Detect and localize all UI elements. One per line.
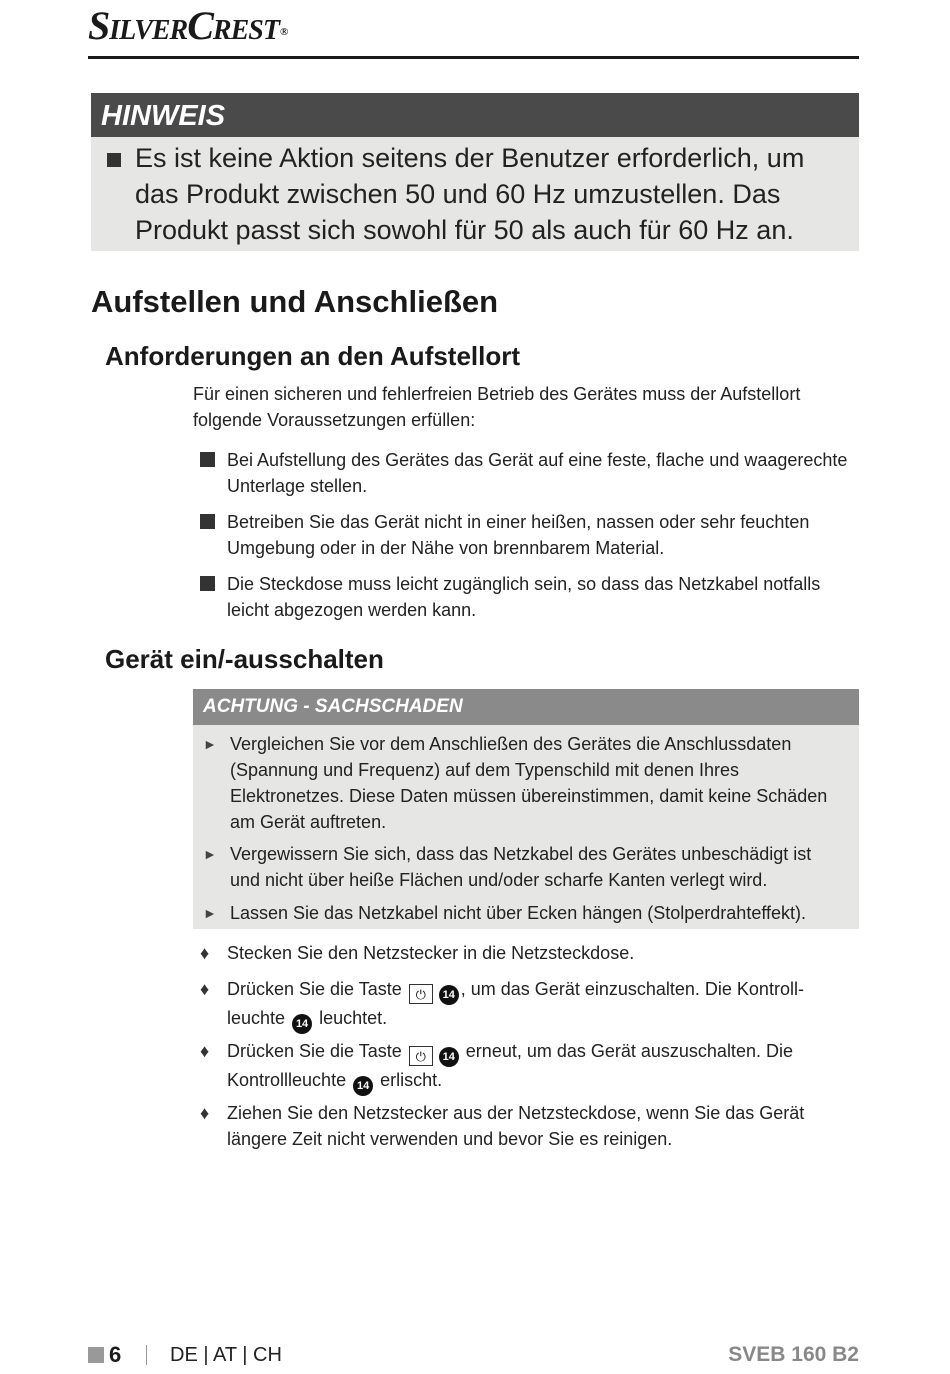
footer-divider	[146, 1345, 147, 1365]
power-key-icon: ⏻	[409, 1046, 433, 1066]
power-title: Gerät ein/-ausschalten	[105, 644, 384, 674]
arrow-bullet-icon: ►	[203, 905, 217, 921]
ref-number-badge: 14	[292, 1014, 312, 1034]
hinweis-text: Es ist keine Aktion seitens der Benutzer erforderlich, um das Produkt zwischen 50 und 60 Hz umzustellen. Das Produkt passt sich sowohl für 50 als auch für 60 Hz an.	[135, 143, 805, 245]
step-3: Drücken Sie die Taste ⏻ 14 erneut, um das Gerät auszuschalten. Die Kontrollleuchte 14 erlischt.	[227, 1038, 857, 1096]
square-bullet-icon	[200, 576, 215, 591]
diamond-bullet-icon: ♦	[200, 1103, 210, 1123]
list-item: Betreiben Sie das Gerät nicht in einer heißen, nassen oder sehr feuchten Umgebung oder in der Nähe von brennbarem Material.	[227, 512, 810, 558]
power-key-icon: ⏻	[409, 984, 433, 1004]
warning-item: Vergleichen Sie vor dem Anschließen des Gerätes die Anschlussdaten (Spannung und Frequenz) auf dem Typenschild mit denen Ihres Elektronetzes. Diese Daten müssen übereinstimmen, damit keine Schäden am Gerät auftreten.	[230, 734, 828, 832]
section-title: Aufstellen und Anschließen	[91, 284, 499, 319]
brand-logo: SilverCrest®	[88, 3, 288, 48]
footer-languages: DE | AT | CH	[170, 1344, 282, 1366]
diamond-bullet-icon: ♦	[200, 1041, 210, 1061]
square-bullet-icon	[200, 514, 215, 529]
square-bullet-icon	[200, 452, 215, 467]
arrow-bullet-icon: ►	[203, 736, 217, 752]
warning-item: Vergewissern Sie sich, dass das Netzkabel des Gerätes unbeschädigt ist und nicht über heiße Flächen und/oder scharfe Kanten verlegt wird.	[230, 844, 812, 890]
step-2: Drücken Sie die Taste ⏻ 14 , um das Gerät einzuschalten. Die Kontroll-leuchte 14 leuchtet.	[227, 976, 857, 1034]
arrow-bullet-icon: ►	[203, 846, 217, 862]
warning-item: Lassen Sie das Netzkabel nicht über Ecken hängen (Stolperdrahteffekt).	[230, 903, 807, 923]
step-1: Stecken Sie den Netzstecker in die Netzsteckdose.	[227, 943, 635, 963]
list-item: Bei Aufstellung des Gerätes das Gerät auf eine feste, flache und waagerechte Unterlage stellen.	[227, 450, 848, 496]
header-rule	[88, 56, 859, 59]
requirements-intro: Für einen sicheren und fehlerfreien Betrieb des Gerätes muss der Aufstellort folgende Voraussetzungen erfüllen:	[193, 384, 801, 430]
ref-number-badge: 14	[439, 985, 459, 1005]
diamond-bullet-icon: ♦	[200, 943, 210, 963]
diamond-bullet-icon: ♦	[200, 979, 210, 999]
page-number: 6	[109, 1342, 122, 1367]
list-item: Die Steckdose muss leicht zugänglich sein, so dass das Netzkabel notfalls leicht abgezogen werden kann.	[227, 574, 821, 620]
square-bullet-icon	[107, 153, 121, 167]
warning-title: ACHTUNG - SACHSCHADEN	[203, 696, 463, 717]
ref-number-badge: 14	[439, 1047, 459, 1067]
hinweis-title: HINWEIS	[101, 100, 226, 132]
footer-model: SVEB 160 B2	[728, 1343, 859, 1366]
footer-square-icon	[88, 1347, 104, 1363]
ref-number-badge: 14	[353, 1076, 373, 1096]
requirements-title: Anforderungen an den Aufstellort	[105, 341, 521, 371]
step-4: Ziehen Sie den Netzstecker aus der Netzsteckdose, wenn Sie das Gerät längere Zeit nicht verwenden und bevor Sie es reinigen.	[227, 1103, 805, 1149]
